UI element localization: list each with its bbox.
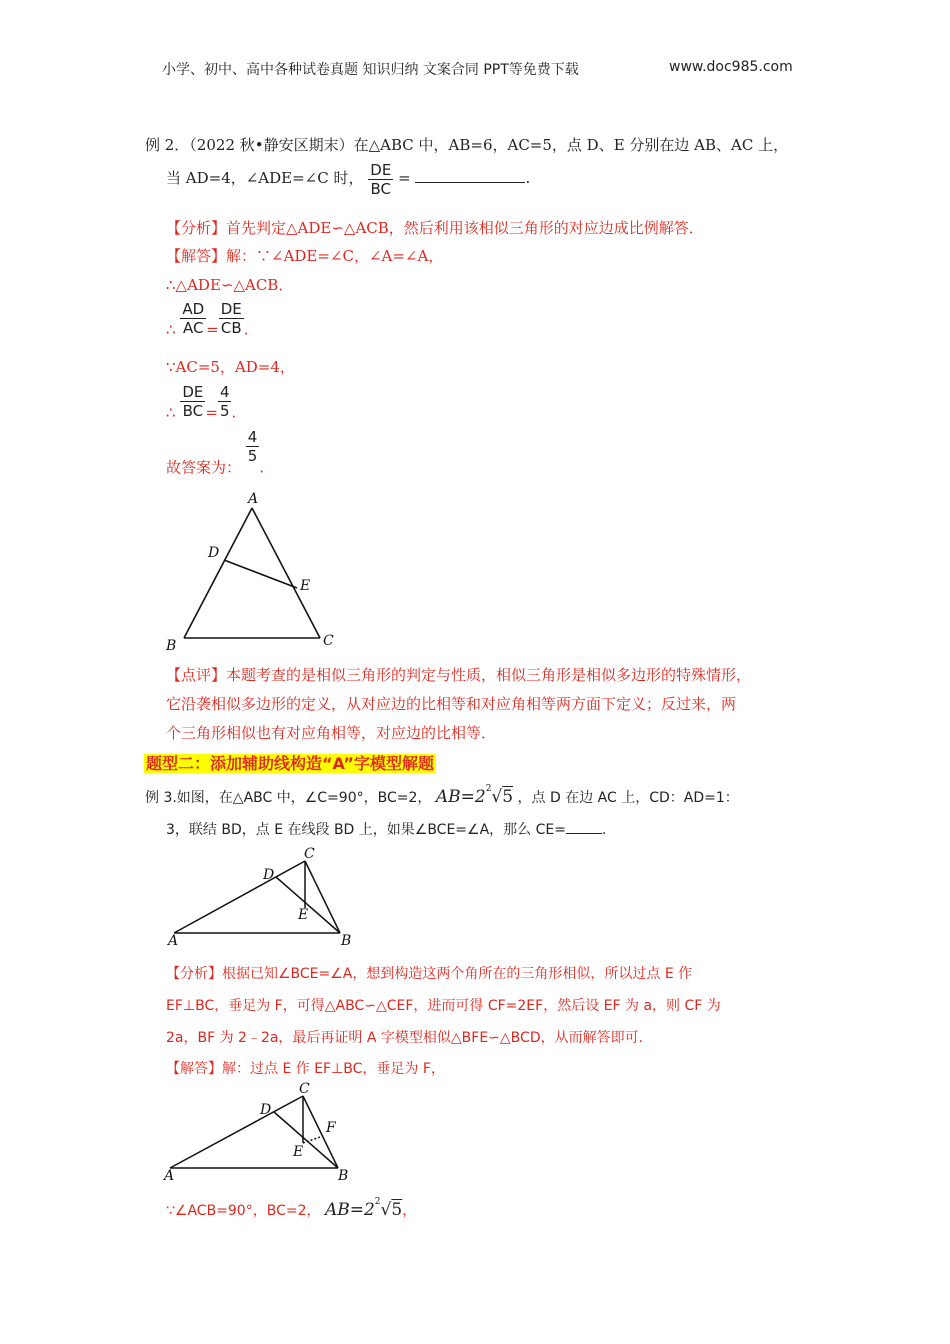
fraction-numerator: 4	[247, 428, 258, 446]
label-d: D	[208, 545, 220, 561]
therefore-symbol: ∴	[166, 320, 176, 339]
fraction-numerator: 4	[219, 383, 230, 401]
header-text: 小学、初中、高中各种试卷真题 知识归纳 文案合同 PPT等免费下载	[162, 62, 579, 78]
fraction-de-bc	[180, 383, 205, 420]
equals-sign: =	[398, 169, 411, 187]
label-a: A	[248, 491, 259, 507]
ex3-question-line2	[166, 819, 606, 839]
label-f: F	[326, 1120, 336, 1136]
fraction-numerator: DE	[370, 160, 392, 179]
ex2-question-line2	[166, 160, 530, 198]
fraction-denominator: AC	[182, 319, 204, 337]
period: .	[231, 403, 237, 422]
type2-heading-text: 题型二：添加辅助线构造“A”字模型解题	[146, 754, 434, 773]
header-site-link[interactable]: www.doc985.com	[669, 59, 793, 75]
segment-ab	[184, 508, 252, 638]
label-c: C	[323, 633, 334, 649]
fraction-denominator: BC	[182, 402, 204, 420]
label-d: D	[263, 867, 275, 883]
fraction-denominator: BC	[370, 179, 392, 198]
ex2-fraction-de-bc	[368, 161, 393, 198]
ex3-line1-suffix: ，点 D 在边 AC 上，CD：AD=1：	[517, 790, 739, 806]
fraction-numerator: DE	[220, 300, 242, 318]
ex2-analysis: 【分析】首先判定△ADE∽△ACB，然后利用该相似三角形的对应边成比例解答．	[166, 219, 704, 237]
period: .	[525, 169, 531, 187]
ex2-comment-line3: 个三角形相似也有对应角相等，对应边的比相等．	[166, 724, 497, 742]
ab-equals-expression: $AB=2^2√5$	[435, 784, 514, 807]
ex3-sol2-prefix: ∵∠ACB=90°，BC=2，	[166, 1203, 321, 1219]
segment-ac	[252, 508, 320, 638]
ex2-comment-line2: 它沿袭相似多边形的定义，从对应边的比相等和对应角相等两方面下定义；反过来，两	[166, 695, 737, 713]
ab-equals-expression: $AB=2^2√5$	[324, 1197, 403, 1220]
period: .	[259, 458, 265, 477]
label-b: B	[338, 1168, 349, 1184]
ex3-solution-line1: 【解答】解：过点 E 作 EF⊥BC，垂足为 F，	[166, 1061, 445, 1077]
label-b: B	[341, 933, 352, 949]
equals-sign: =	[205, 403, 218, 422]
label-c: C	[299, 1081, 310, 1097]
fraction-four-fifths	[218, 383, 232, 420]
comma: ，	[402, 1203, 417, 1219]
ex2-solution-line5	[166, 383, 236, 422]
fraction-denominator: CB	[220, 319, 242, 337]
label-a: A	[164, 1168, 175, 1184]
ex3-solution-line2	[166, 1197, 417, 1220]
answer-blank	[415, 168, 525, 183]
label-d: D	[260, 1102, 272, 1118]
ex2-triangle-figure	[160, 488, 350, 656]
ex3-figure-1	[166, 845, 366, 950]
ex2-solution-line3	[166, 300, 249, 339]
ex2-question-line1: 例 2．（2022 秋•静安区期末）在△ABC 中，AB=6，AC=5，点 D、E 分别在边 AB、AC 上，	[145, 136, 789, 154]
root-radicand: 5	[502, 787, 514, 807]
label-e: E	[293, 1144, 304, 1160]
label-c: C	[304, 846, 315, 862]
label-a: A	[168, 933, 179, 949]
answer-blank	[566, 819, 602, 834]
ex2-solution-line1: 【解答】解：∵∠ADE=∠C，∠A=∠A，	[166, 247, 444, 265]
period: .	[601, 822, 607, 838]
ab-label: AB=2	[324, 1200, 375, 1220]
equals-sign: =	[206, 320, 219, 339]
answer-prefix: 故答案为：	[166, 458, 242, 477]
fraction-ad-ac	[180, 300, 206, 337]
ex3-question-line1	[145, 784, 739, 807]
ex3-analysis-line2: EF⊥BC，垂足为 F，可得△ABC∽△CEF，进而可得 CF=2EF，然后设 EF 为 a，则 CF 为	[166, 998, 721, 1014]
fraction-numerator: AD	[182, 300, 205, 318]
label-b: B	[166, 638, 177, 654]
type2-heading	[144, 751, 436, 774]
ex2-comment-line1: 【点评】本题考查的是相似三角形的判定与性质，相似三角形是相似多边形的特殊情形，	[166, 666, 752, 684]
segment-cb	[305, 861, 340, 933]
fraction-numerator: DE	[182, 383, 204, 401]
root-index: 2	[485, 784, 492, 795]
fraction-denominator: 5	[219, 402, 230, 420]
root-radicand: 5	[391, 1200, 403, 1220]
ex3-figure-2	[160, 1080, 360, 1190]
ex3-analysis-line3: 2a，BF 为 2﹣2a，最后再证明 A 字模型相似△BFE∽△BCD，从而解答即可．	[166, 1030, 653, 1046]
segment-db	[276, 877, 340, 933]
fraction-answer	[246, 428, 260, 465]
ex2-solution-line4: ∵AC=5，AD=4，	[166, 358, 295, 376]
therefore-symbol: ∴	[166, 403, 176, 422]
segment-ac	[174, 861, 305, 933]
root-index: 2	[374, 1197, 381, 1208]
ex3-line1-prefix: 例 3.如图，在△ABC 中，∠C=90°，BC=2，	[145, 790, 432, 806]
ex2-line2-prefix: 当 AD=4，∠ADE=∠C 时，	[166, 169, 364, 187]
fraction-de-cb	[219, 300, 244, 337]
label-e: E	[300, 578, 311, 594]
fraction-denominator: 5	[247, 447, 258, 465]
ex2-answer-line	[166, 428, 265, 478]
ex3-analysis-line1: 【分析】根据已知∠BCE=∠A，想到构造这两个角所在的三角形相似，所以过点 E 作	[166, 966, 693, 982]
segment-ac	[170, 1096, 303, 1168]
label-e: E	[298, 907, 309, 923]
period: .	[243, 320, 249, 339]
ab-label: AB=2	[435, 787, 486, 807]
ex2-solution-line2: ∴△ADE∽△ACB．	[166, 276, 294, 294]
ex3-line2-prefix: 3，联结 BD，点 E 在线段 BD 上，如果∠BCE=∠A，那么 CE=	[166, 822, 566, 838]
